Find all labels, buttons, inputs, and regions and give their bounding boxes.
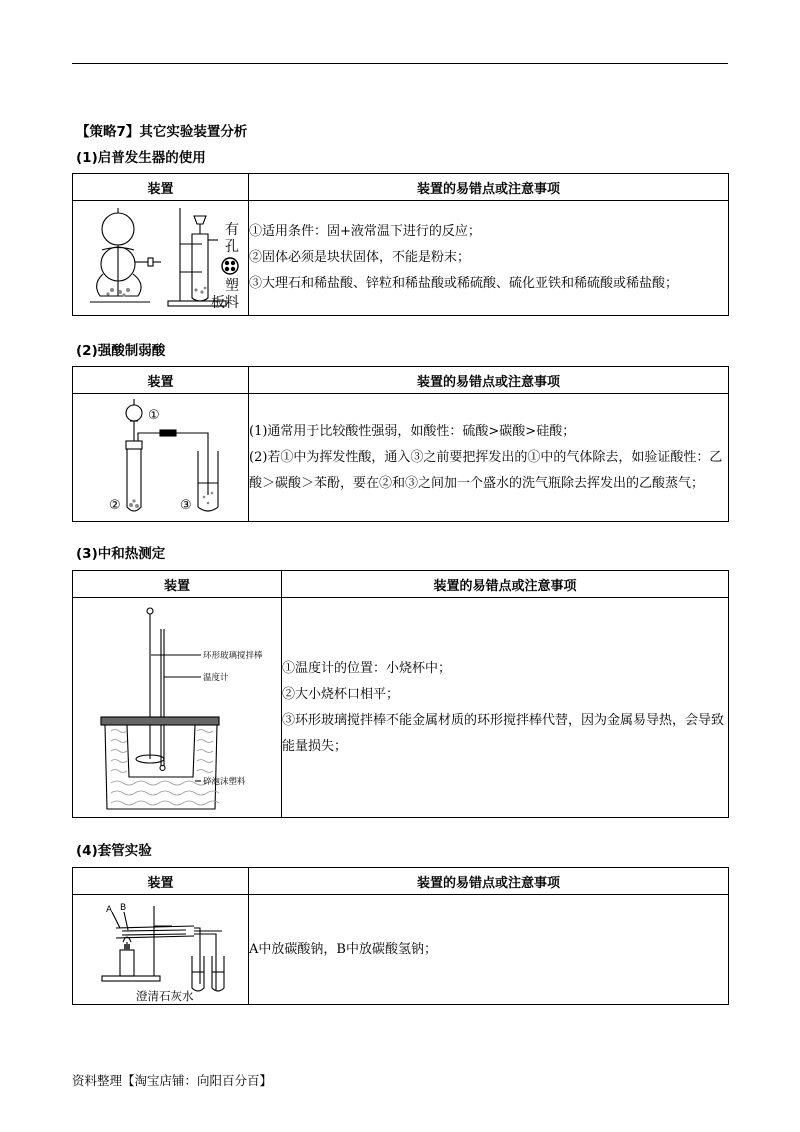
label-circle-3: ③ xyxy=(179,497,192,513)
section-4-heading: (4)套管实验 xyxy=(76,843,152,859)
section-4-table xyxy=(72,867,729,1005)
page-title: 【策略7】其它实验装置分析 xyxy=(76,124,248,140)
label-circle-2: ② xyxy=(108,497,121,513)
label-kong: 孔 xyxy=(224,239,239,255)
section-2-heading: (2)强酸制弱酸 xyxy=(76,343,166,359)
label-su: 塑 xyxy=(224,278,239,294)
kipp-generator-figure xyxy=(73,201,249,316)
col-notes-header: 装置的易错点或注意事项 xyxy=(282,571,729,598)
col-device-header: 装置 xyxy=(73,571,282,598)
section-2-notes xyxy=(249,394,729,522)
label-circle-1: ① xyxy=(147,407,160,423)
col-device-header: 装置 xyxy=(73,174,249,201)
label-thermometer: 温度计 xyxy=(202,672,229,683)
note: ③环形玻璃搅拌棒不能金属材质的环形搅拌棒代替，因为金属易导热，会导致能量损失； xyxy=(282,712,725,754)
label-stirrer: 环形玻璃搅拌棒 xyxy=(202,650,263,661)
nested-tube-figure xyxy=(73,895,249,1005)
note: ③大理石和稀盐酸、锌粒和稀盐酸或稀硫酸、硫化亚铁和稀硫酸或稀盐酸； xyxy=(249,276,679,291)
section-1-notes xyxy=(249,201,729,316)
acid-strength-apparatus-figure xyxy=(73,394,249,522)
calorimeter-figure xyxy=(73,598,282,818)
col-notes-header: 装置的易错点或注意事项 xyxy=(249,367,729,394)
label-limewater: 澄清石灰水 xyxy=(135,988,193,1002)
section-3-table xyxy=(72,570,729,818)
note: ①温度计的位置：小烧杯中； xyxy=(282,660,452,676)
label-a: A xyxy=(105,904,112,915)
note: ②大小烧杯口相平； xyxy=(282,686,400,702)
header-rule xyxy=(72,63,728,64)
section-3-notes xyxy=(282,598,729,818)
label-liao: 料 xyxy=(224,295,239,311)
note: (1)通常用于比较酸性强弱，如酸性：硫酸>碳酸>硅酸； xyxy=(249,423,576,439)
section-1-heading: (1)启普发生器的使用 xyxy=(76,150,206,166)
note: ②固体必须是块状固体，不能是粉末； xyxy=(249,250,471,265)
page-footer: 资料整理【淘宝店铺：向阳百分百】 xyxy=(72,1073,273,1088)
section-2-table xyxy=(72,366,729,522)
col-notes-header: 装置的易错点或注意事项 xyxy=(249,174,729,201)
col-device-header: 装置 xyxy=(73,868,249,895)
col-device-header: 装置 xyxy=(73,367,249,394)
label-you: 有 xyxy=(224,222,239,238)
note: A中放碳酸钠，B中放碳酸氢钠； xyxy=(249,941,437,957)
label-ban: 板 xyxy=(210,295,225,311)
label-b: B xyxy=(119,902,126,913)
section-3-heading: (3)中和热测定 xyxy=(76,546,166,562)
section-1-table xyxy=(72,173,729,316)
col-notes-header: 装置的易错点或注意事项 xyxy=(249,868,729,895)
note: (2)若①中为挥发性酸，通入③之前要把挥发出的①中的气体除去，如验证酸性：乙酸＞碳酸＞苯酚，要在②和③之间加一个盛水的洗气瓶除去挥发出的乙酸蒸气； xyxy=(249,449,723,491)
label-foam: 碎泡沫塑料 xyxy=(202,776,246,787)
section-4-notes xyxy=(249,895,729,1005)
note: ①适用条件：固+液常温下进行的反应； xyxy=(249,224,481,239)
